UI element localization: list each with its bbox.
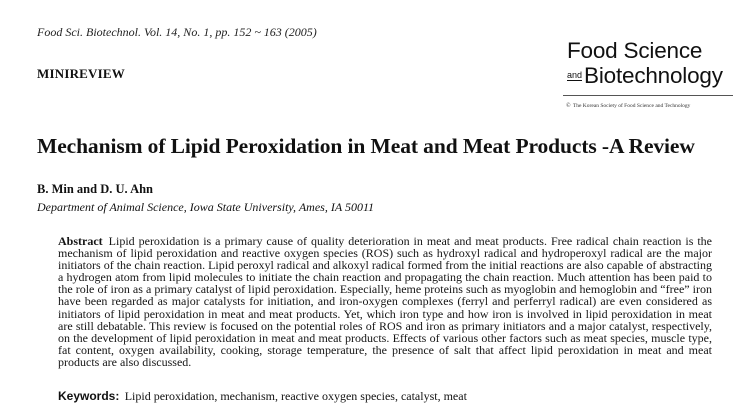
abstract-label: Abstract	[58, 234, 103, 248]
article-title: Mechanism of Lipid Peroxidation in Meat and Meat Products -A Review	[37, 134, 695, 158]
abstract-text: Lipid peroxidation is a primary cause of quality deterioration in meat and meat products. Free radical chain reaction is the mechanism of lipid peroxidation and reactive oxygen species (ROS) such as hydroxyl radical and hydroperoxyl radical are the major initiators of the chain reaction. Lipid peroxyl radical and alkoxyl radical formed from the initial reactions are also capable of abstracting a hydrogen atom from lipid molecules to initiate the chain reaction and propagating the chain reaction. Much attention has been paid to the role of iron as a primary catalyst of lipid peroxidation. Especially, heme proteins such as myoglobin and hemoglobin and “free” iron have been regarded as major catalysts for initiation, and iron-oxygen complexes (ferryl and perferryl radical) are even considered as initiators of lipid peroxidation in meat and meat products. Yet, which iron type and how iron is involved in lipid peroxidation in meat are still debatable. This review is focused on the potential roles of ROS and iron as primary initiators and a major catalyst, respectively, on the development of lipid peroxidation in meat and meat products. Effects of various other factors such as meat species, muscle type, fat content, oxygen availability, cooking, storage temperature, the presence of salt that affect lipid peroxidation in meat and meat products are also discussed.	[58, 234, 712, 369]
abstract-block	[58, 235, 712, 368]
logo-divider	[563, 95, 733, 96]
keywords-text: Lipid peroxidation, mechanism, reactive oxygen species, catalyst, meat	[124, 389, 467, 403]
logo-and-mark: and	[567, 69, 583, 80]
logo-word-biotechnology: Biotechnology	[584, 63, 723, 88]
society-credit	[566, 103, 690, 109]
section-label: MINIREVIEW	[37, 66, 125, 81]
society-name: The Korean Society of Food Science and Technology	[572, 103, 691, 109]
keywords-line	[58, 389, 467, 404]
author-affiliation: Department of Animal Science, Iowa State University, Ames, IA 50011	[37, 200, 375, 214]
keywords-label: Keywords:	[58, 389, 120, 403]
article-authors: B. Min and D. U. Ahn	[37, 182, 154, 196]
journal-logo-line2	[567, 63, 723, 89]
copyright-icon: ©	[566, 103, 571, 109]
journal-logo-line1: Food Science	[567, 38, 703, 63]
journal-citation: Food Sci. Biotechnol. Vol. 14, No. 1, pp. 152 ~ 163 (2005)	[37, 25, 317, 39]
